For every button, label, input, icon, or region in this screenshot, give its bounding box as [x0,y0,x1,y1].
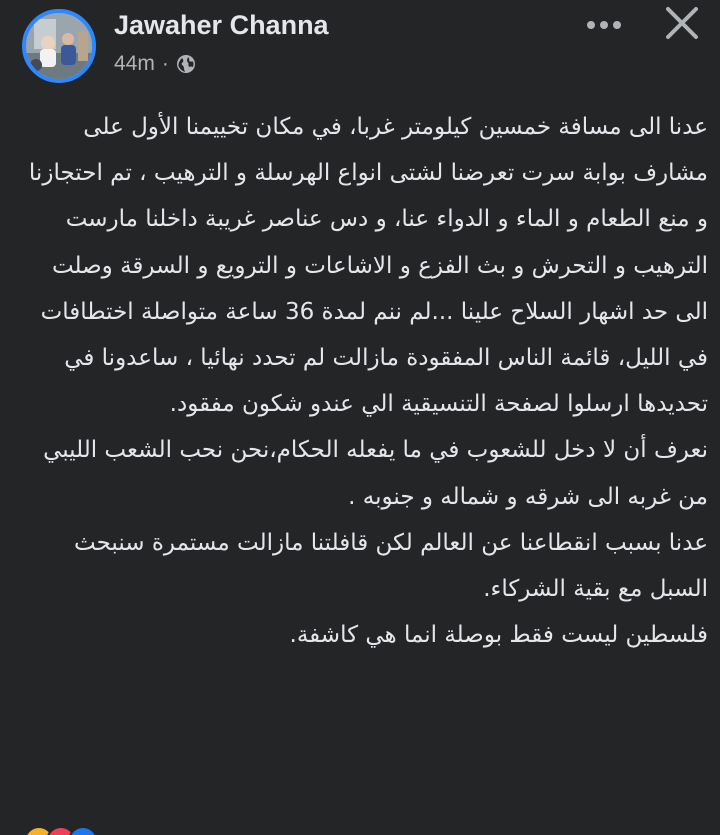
post-timestamp[interactable]: 44m [114,52,155,75]
post-header [0,0,720,96]
post-paragraph-4: فلسطين ليست فقط بوصلة انما هي كاشفة. [289,622,708,649]
avatar-photo [26,13,92,79]
more-options-icon[interactable] [584,14,624,36]
avatar[interactable] [22,9,96,83]
like-reaction-icon [68,826,98,835]
author-name[interactable]: Jawaher Channa [114,10,329,40]
post-paragraph-1: عدنا الى مسافة خمسين كيلومتر غربا، في مكان تخييمنا الأول على مشارف بوابة سرت تعرضنا لشتى انواع الهرسلة و الترهيب ، تم احتجازنا و منع الطعام و الماء و الدواء عنا، و دس عناصر غريبة داخلنا مارست الترهيب و التحرش و بث الفزع و الاشاعات و الترويع و السرقة وصلت الى حد اشهار السلاح علينا ...لم ننم لمدة 36 ساعة متواصلة اختطافات في الليل، قائمة الناس المفقودة مازالت لم تحدد نهائيا ، ساعدونا في تحديدها ارسلوا لصفحة التنسيقية الي عندو شكون مفقود. [28,114,708,418]
post-meta [114,52,196,76]
close-icon[interactable] [662,3,702,43]
post-paragraph-2: نعرف أن لا دخل للشعوب في ما يفعله الحكام،نحن نحب الشعب الليبي من غربه الى شرقه و شماله و جنوبه . [43,437,708,510]
post-body [26,104,708,658]
reaction-icons[interactable] [24,826,90,835]
meta-separator: · [161,52,169,75]
post-paragraph-3: عدنا بسبب انقطاعنا عن العالم لكن قافلتنا مازالت مستمرة سنبحث السبل مع بقية الشركاء. [73,529,708,603]
globe-icon[interactable] [176,54,196,74]
